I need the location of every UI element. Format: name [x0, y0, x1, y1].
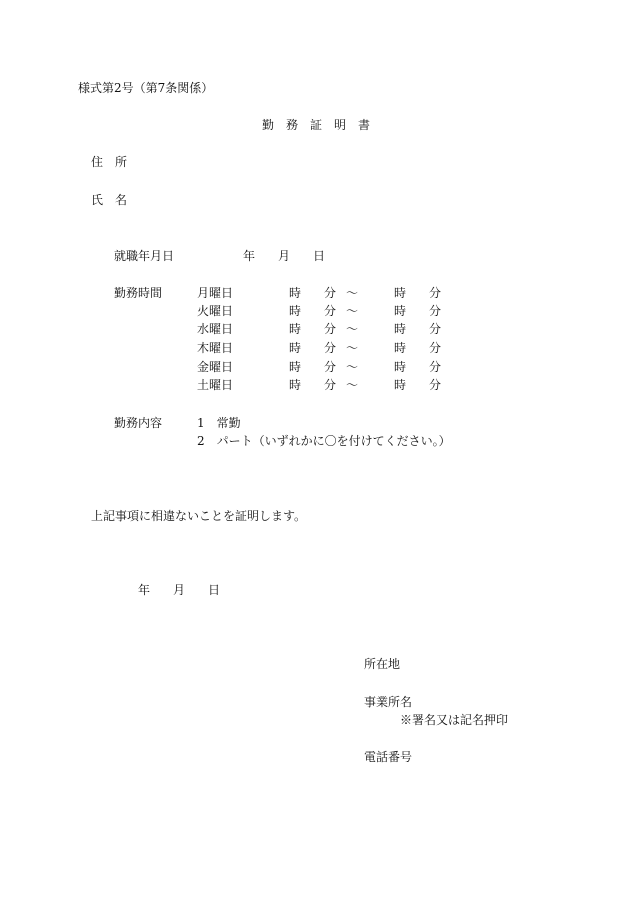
- schedule-row-thursday: [0, 342, 630, 360]
- option-full-time: 1 常勤: [197, 416, 241, 430]
- start-hour-unit: 時: [289, 304, 302, 318]
- hire-date-day: 日: [313, 249, 326, 263]
- weekday-label: 土曜日: [197, 378, 234, 392]
- office-name-label: 事業所名: [364, 695, 413, 709]
- range-tilde: 〜: [346, 360, 359, 374]
- start-hour-unit: 時: [289, 378, 302, 392]
- start-minute-unit: 分: [324, 360, 337, 374]
- cert-date-year: 年: [138, 583, 151, 597]
- start-minute-unit: 分: [324, 341, 337, 355]
- end-hour-unit: 時: [394, 322, 407, 336]
- weekday-label: 金曜日: [197, 360, 234, 374]
- end-minute-unit: 分: [429, 360, 442, 374]
- schedule-row-tuesday: [0, 305, 630, 323]
- hire-date-month: 月: [278, 249, 291, 263]
- work-hours-label: 勤務時間: [114, 286, 163, 300]
- start-minute-unit: 分: [324, 378, 337, 392]
- end-minute-unit: 分: [429, 341, 442, 355]
- certification-statement: 上記事項に相違ないことを証明します。: [91, 509, 307, 523]
- start-minute-unit: 分: [324, 322, 337, 336]
- start-hour-unit: 時: [289, 286, 302, 300]
- start-hour-unit: 時: [289, 341, 302, 355]
- phone-label: 電話番号: [364, 750, 413, 764]
- schedule-row-saturday: [0, 379, 630, 397]
- seal-note: ※署名又は記名押印: [400, 713, 509, 727]
- cert-date-month: 月: [173, 583, 186, 597]
- schedule-row-wednesday: [0, 323, 630, 341]
- hire-date-year: 年: [243, 249, 256, 263]
- schedule-row-monday: [0, 287, 630, 305]
- document-title: 勤 務 証 明 書: [262, 118, 371, 132]
- end-minute-unit: 分: [429, 304, 442, 318]
- weekday-label: 水曜日: [197, 322, 234, 336]
- end-hour-unit: 時: [394, 304, 407, 318]
- end-hour-unit: 時: [394, 360, 407, 374]
- start-minute-unit: 分: [324, 304, 337, 318]
- start-minute-unit: 分: [324, 286, 337, 300]
- end-hour-unit: 時: [394, 341, 407, 355]
- range-tilde: 〜: [346, 286, 359, 300]
- end-minute-unit: 分: [429, 322, 442, 336]
- range-tilde: 〜: [346, 378, 359, 392]
- option-part-time: 2 パート（いずれかに〇を付けてください。）: [197, 434, 451, 448]
- weekday-label: 火曜日: [197, 304, 234, 318]
- end-hour-unit: 時: [394, 378, 407, 392]
- weekday-label: 木曜日: [197, 341, 234, 355]
- schedule-row-friday: [0, 361, 630, 379]
- work-content-label: 勤務内容: [114, 416, 163, 430]
- end-hour-unit: 時: [394, 286, 407, 300]
- range-tilde: 〜: [346, 304, 359, 318]
- start-hour-unit: 時: [289, 322, 302, 336]
- form-number: 様式第2号（第7条関係）: [78, 81, 214, 95]
- location-label: 所在地: [364, 657, 401, 671]
- name-label: 氏 名: [91, 193, 128, 207]
- address-label: 住 所: [91, 155, 128, 169]
- end-minute-unit: 分: [429, 286, 442, 300]
- range-tilde: 〜: [346, 322, 359, 336]
- weekday-label: 月曜日: [197, 286, 234, 300]
- hire-date-label: 就職年月日: [114, 249, 175, 263]
- cert-date-day: 日: [208, 583, 221, 597]
- end-minute-unit: 分: [429, 378, 442, 392]
- range-tilde: 〜: [346, 341, 359, 355]
- start-hour-unit: 時: [289, 360, 302, 374]
